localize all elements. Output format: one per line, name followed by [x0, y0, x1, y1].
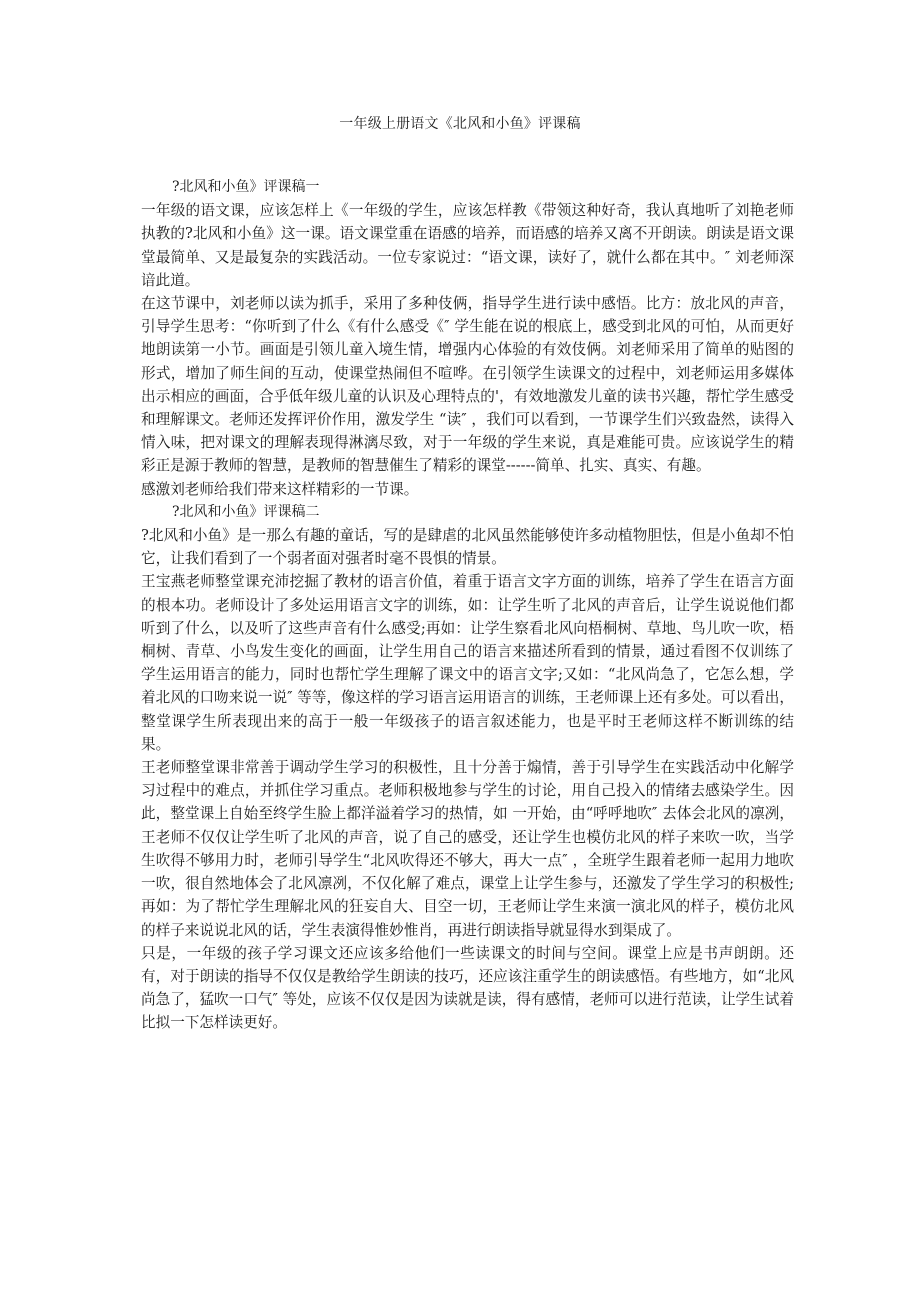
paragraph: 感激刘老师给我们带来这样精彩的一节课。 — [141, 480, 419, 498]
paragraph: 王宝燕老师整堂课充沛挖掘了教材的语言价值，着重于语言文字方面的训练，培养了学生在语言方面的根本功。老师设计了多处运用语言文字的训练，如：让学生听了北风的声音后，让学生说说他们都听到了什么，以及听了这些声音有什么感受;再如：让学生察看北风向梧桐树、草地、鸟儿吹一吹，梧桐树、青草、小鸟发生变化的画面，让学生用自己的语言来描述所看到的情景，通过看图不仅训练了学生运用语言的能力，同时也帮忙学生理解了课文中的语言文字;又如：“北风尚急了，它怎么想，学着北风的口吻来说一说″ 等等，像这样的学习语言运用语言的训练，王老师课上还有多处。可以看出，整堂课学生所表现出来的高于一般一年级孩子的语言叙述能力，也是平时王老师这样不断训练的结果。 — [141, 573, 794, 753]
document-title: 一年级上册语文《北风和小鱼》评课稿 — [339, 116, 581, 132]
paragraph: ?北风和小鱼》是一那么有趣的童话，写的是肆虐的北风虽然能够使许多动植物胆怯，但是小鱼却不怕它，让我们看到了一个弱者面对强者时毫不畏惧的情景。 — [141, 527, 794, 568]
section-heading: ?北风和小鱼》评课稿二 — [172, 503, 320, 520]
paragraph: 在这节课中，刘老师以读为抓手，采用了多种伎俩，指导学生进行读中感悟。比方：放北风的声音，引导学生思考：“你听到了什么《有什么感受《″ 学生能在说的根底上，感受到北风的可怕，从而更好地朗读第一小节。画面是引领儿童入境生情，增强内心体验的有效伎俩。刘老师采用了简单的贴图的形式，增加了师生间的互动，使课堂热闹但不喧哗。在引领学生读课文的过程中，刘老师运用多媒体出示相应的画面，合乎低年级儿童的认识及心理特点的'，有效地激发儿童的读书兴趣，帮忙学生感受和理解课文。老师还发挥评价作用，激发学生 “读″ ，我们可以看到，一节课学生们兴致盎然，读得入情入味，把对课文的理解表现得淋漓尽致，对于一年级的学生来说，真是难能可贵。应该说学生的精彩正是源于教师的智慧，是教师的智慧催生了精彩的课堂------简单、扎实、真实、有趣。 — [141, 295, 794, 475]
paragraph: 只是，一年级的孩子学习课文还应该多给他们一些读课文的时间与空间。课堂上应是书声朗朗。还有，对于朗读的指导不仅仅是教给学生朗读的技巧，还应该注重学生的朗读感悟。有些地方，如“北风尚急了，猛吹一口气″ 等处，应该不仅仅是因为读就是读，得有感情，老师可以进行范读，让学生试着比拟一下怎样读更好。 — [141, 944, 794, 1032]
paragraph: 王老师整堂课非常善于调动学生学习的积极性，且十分善于煽情，善于引导学生在实践活动中化解学习过程中的难点，并抓住学习重点。老师积极地参与学生的讨论，用自己投入的情绪去感染学生。因此，整堂课上自始至终学生脸上都洋溢着学习的热情，如 一开始，由“呼呼地吹″ 去体会北风的凛冽，王老师不仅仅让学生听了北风的声音，说了自己的感受，还让学生也模仿北风的样子来吹一吹，当学生吹得不够用力时，老师引导学生“北风吹得还不够大，再大一点″ ，全班学生跟着老师一起用力地吹一吹，很自然地体会了北风凛冽，不仅化解了难点，课堂上让学生参与，还激发了学生学习的积极性;再如：为了帮忙学生理解北风的狂妄自大、目空一切，王老师让学生来演一演北风的样子，模仿北风的样子来说说北风的话，学生表演得惟妙惟肖，再进行朗读指导就显得水到渠成了。 — [141, 759, 794, 939]
document-body — [141, 176, 794, 1035]
paragraph: 一年级的语文课，应该怎样上《一年级的学生，应该怎样教《带领这种好奇，我认真地听了刘艳老师执教的?北风和小鱼》这一课。语文课堂重在语感的培养，而语感的培养又离不开朗读。朗读是语文课堂最简单、又是最复杂的实践活动。一位专家说过：“语文课，读好了，就什么都在其中。″ 刘老师深谙此道。 — [141, 202, 794, 289]
section-heading: ?北风和小鱼》评课稿一 — [172, 179, 320, 195]
